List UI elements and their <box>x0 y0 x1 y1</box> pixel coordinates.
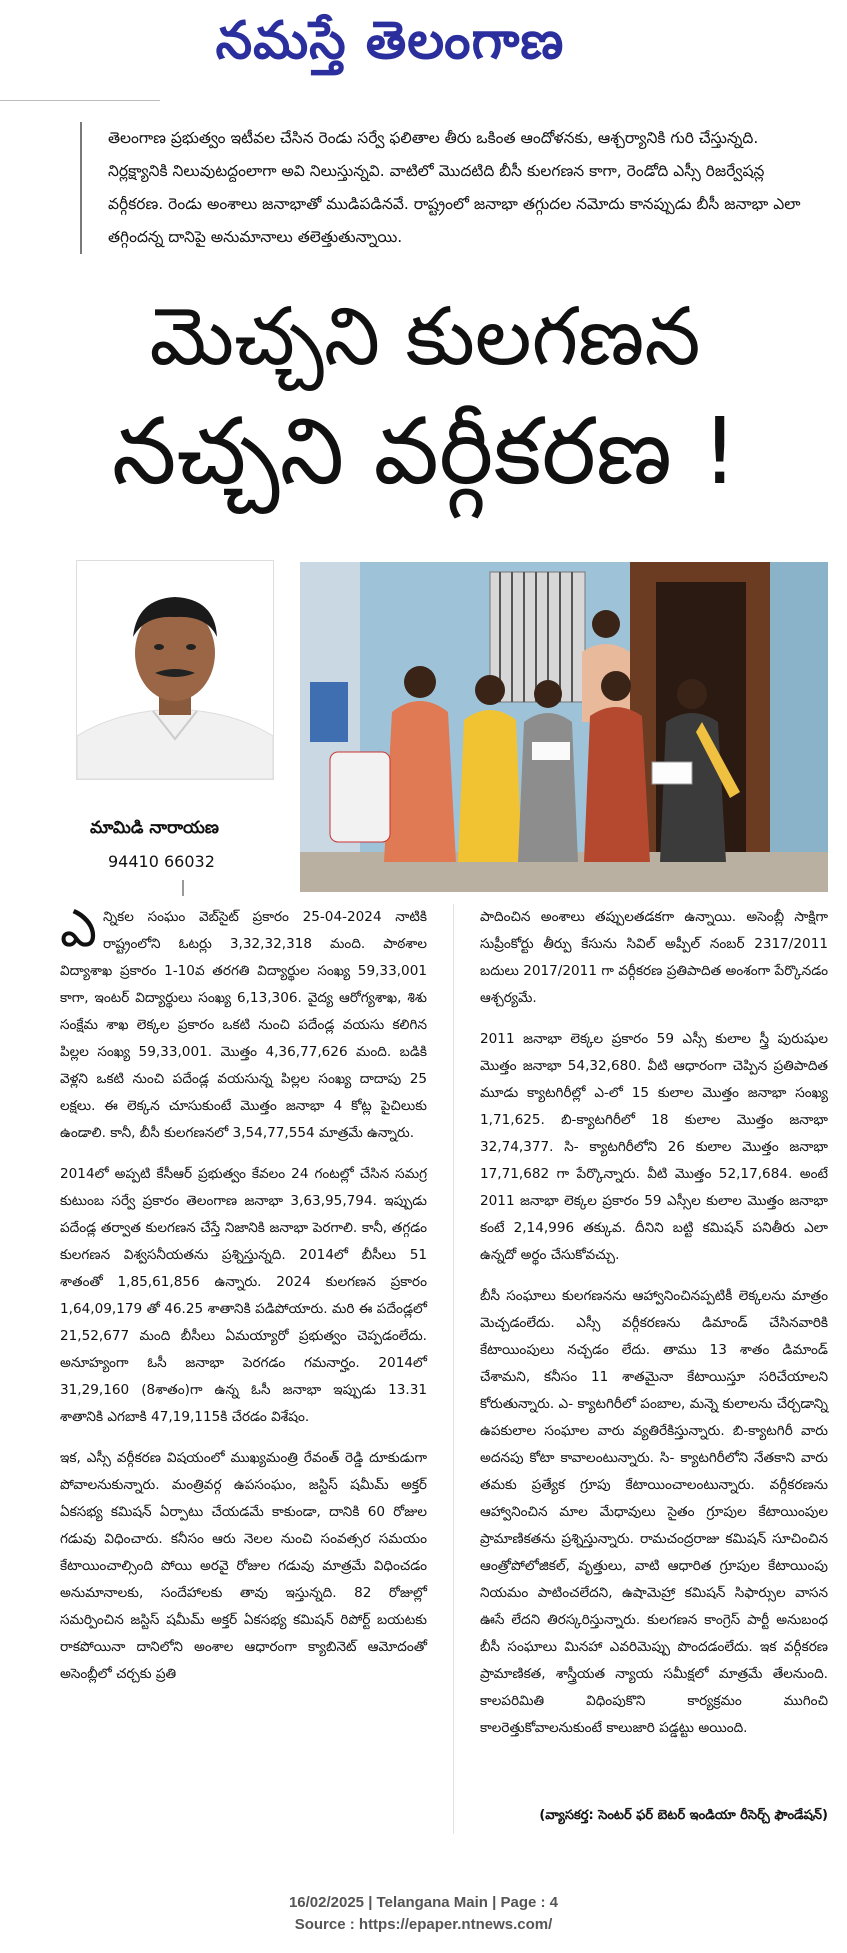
drop-cap: ఎ <box>60 899 97 959</box>
intro-paragraph: తెలంగాణ ప్రభుత్వం ఇటీవల చేసిన రెండు సర్వే ఫలితాల తీరు ఒకింత ఆందోళనకు, ఆశ్చర్యానికి గురి చేస్తున్నది. నిర్లక్ష్యానికి నిలువుటద్దంలాగా అవి నిలుస్తున్నవి. వాటిలో మొదటిది బీసీ కులగణన కాగా, రెండోది ఎస్సీ రిజర్వేషన్ల వర్గీకరణ. రెండు అంశాలు జనాభాతో ముడిపడినవే. రాష్ట్రంలో జనాభా తగ్గుదల నమోదు కానప్పుడు బీసీ జనాభా ఎలా తగ్గిందన్న దానిపై అనుమానాలు తలెత్తుతున్నాయి. <box>108 129 801 246</box>
page-footer <box>0 1892 847 1936</box>
headline-line-2: నచ్చని వర్గీకరణ ! <box>111 398 739 505</box>
author-photo <box>76 560 274 780</box>
article-column-right <box>480 904 828 1756</box>
footer-source-link[interactable]: Source : https://epaper.ntnews.com/ <box>294 1916 553 1933</box>
article-column-left <box>60 899 427 1702</box>
author-divider <box>182 880 184 896</box>
article-paragraph: 2011 జనాభా లెక్కల ప్రకారం 59 ఎస్సీ కులాల స్త్రీ పురుషుల మొత్తం జనాభా 54,32,680. వీటి ఆధారంగా చెప్పిన ప్రతిపాదిత మూడు క్యాటగిరీల్లో ఎ-లో 15 కులాల మొత్తం జనాభా సంఖ్య 1,71,625. బి-క్యాటగిరీలో 18 కులాల మొత్తం జనాభా 32,74,377. సి- క్యాటగిరీలోని 26 కులాల మొత్తం జనాభా 17,71,682 గా పేర్కొన్నారు. వీటి మొత్తం 52,17,684. అంటే 2011 జనాభా లెక్కల ప్రకారం 59 ఎస్సీల కులాల మొత్తం జనాభా కంటే 2,14,996 తక్కువ. దీనిని బట్టి కమిషన్ పనితీరు ఎలా ఉన్నదో అర్థం చేసుకోవచ్చు. <box>480 1031 828 1263</box>
survey-photo-image <box>300 562 828 892</box>
author-portrait-image <box>77 561 273 779</box>
survey-photo <box>300 562 828 892</box>
author-phone: 94410 66032 <box>108 852 215 871</box>
article-paragraph: 2014లో అప్పటి కేసీఆర్ ప్రభుత్వం కేవలం 24 గంటల్లో చేసిన సమగ్ర కుటుంబ సర్వే ప్రకారం తెలంగాణ జనాభా 3,63,95,794. ఇప్పుడు పదేండ్ల తర్వాత కులగణన చేస్తే నిజానికి జనాభా పెరగాలి. కానీ, తగ్గడం కులగణన విశ్వసనీయతను ప్రశ్నిస్తున్నది. 2014లో బీసీలు 51 శాతంతో 1,85,61,856 ఉన్నారు. 2024 కులగణన ప్రకారం 1,64,09,179 తో 46.25 శాతానికి పడిపోయారు. మరి ఈ పదేండ్లలో 21,52,677 మంది బీసీలు ఏమయ్యారో ప్రభుత్వం చెప్పడంలేదు. అనూహ్యంగా ఓసీ జనాభా పెరగడం గమనార్హం. 2014లో 31,29,160 (8శాతం)గా ఉన్న ఓసీ జనాభా ఇప్పుడు 13.31 శాతానికి ఎగబాకి 47,19,115కి చేరడం విశేషం. <box>60 1166 427 1425</box>
article-paragraph: పాదించిన అంశాలు తప్పులతడకగా ఉన్నాయి. అసెంబ్లీ సాక్షిగా సుప్రీంకోర్టు తీర్పు కేసును సివిల్ అప్పీల్ నంబర్ 2317/2011 బదులు 2017/2011 గా వర్గీకరణ ప్రతిపాదిత అంశంగా పేర్కొనడం ఆశ్చర్యమే. <box>480 909 828 1006</box>
headline-line-1: మెచ్చని కులగణన <box>149 290 701 383</box>
article-paragraph: బీసీ సంఘాలు కులగణనను ఆహ్వానించినప్పటికీ లెక్కలను మాత్రం మెచ్చడంలేదు. ఎస్సీ వర్గీకరణను డిమాండ్ చేసినవారికి కేటాయింపులు నచ్చడం లేదు. తాము 13 శాతం డిమాండ్ చేశామని, కనీసం 11 శాతమైనా కేటాయిస్తూ సరిచేయాలని కోరుతున్నారు. ఎ- క్యాటగిరీలో పంబాల, మన్నె కులాలను చేర్చడాన్ని ఉపకులాల సంఘాల వారు వ్యతిరేకిస్తున్నారు. బి-క్యాటగిరీ వారు అదనపు కోటా కావాలంటున్నారు. సి- క్యాటగిరీలోని నేతకాని వారు తమకు ప్రత్యేక గ్రూపు కేటాయించాలంటున్నారు. వర్గీకరణను ఆహ్వానించిన మాల మేధావులు సైతం గ్రూపుల కేటాయింపుల ప్రామాణికతను ప్రశ్నిస్తున్నారు. రామచంద్రరాజు కమిషన్ సూచించిన ఆంత్రోపోలోజికల్, వృత్తులు, వాటి ఆధారిత గ్రూపుల కేటాయింపు నియమం పాటించలేదని, ఉషామెహ్రా కమిషన్ సిఫార్సుల వాసన ఊసే లేదని తిరస్కరిస్తున్నారు. కులగణన కాంగ్రెస్ పార్టీ అనుబంధ బీసీ సంఘాలు మినహా ఎవరిమెప్పు పొందడంలేదు. ఇక వర్గీకరణ ప్రామాణికత, శాస్త్రీయత న్యాయ సమీక్షలో మాత్రమే తేలనుంది. కాలపరిమితి విధింపుకొని కార్యక్రమం ముగించి కాలరెత్తుకోవాలనుకుంటే కాలుజారి పడ్డట్టు అయింది. <box>480 1288 828 1736</box>
author-byline: (వ్యాసకర్త: సెంటర్ ఫర్ బెటర్ ఇండియా రీసెర్చ్ ఫౌండేషన్) <box>539 1808 828 1823</box>
intro-bar <box>80 122 82 254</box>
article-paragraph: ఇక, ఎస్సీ వర్గీకరణ విషయంలో ముఖ్యమంత్రి రేవంత్ రెడ్డి దూకుడుగా పోవాలనుకున్నారు. మంత్రివర్గ ఉపసంఘం, జస్టిస్ షమీమ్ అక్తర్ ఏకసభ్య కమిషన్ ఏర్పాటు చేయడమే కాకుండా, దానికి 60 రోజుల గడువు విధించారు. కనీసం ఆరు నెలల నుంచి సంవత్సర సమయం కేటాయించాల్సింది పోయి అరవై రోజుల గడువు మాత్రమే విధించడం అనుమానాలకు, సందేహాలకు తావు ఇస్తున్నది. 82 రోజుల్లో సమర్పించిన జస్టిస్ షమీమ్ అక్తర్ ఏకసభ్య కమిషన్ రిపోర్ట్ బయటకు రాకపోయినా దానిలోని అంశాల ఆధారంగా క్యాబినెట్ ఆమోదంతో అసెంబ్లీలో చర్చకు ప్రతి <box>60 1450 427 1682</box>
author-name: మామిడి నారాయణ <box>90 818 219 838</box>
footer-edition: 16/02/2025 | Telangana Main | Page : 4 <box>288 1894 559 1911</box>
article-paragraph <box>60 899 427 1147</box>
masthead-rule <box>0 100 160 101</box>
masthead-logo: నమస్తే తెలంగాణ <box>215 10 565 71</box>
paragraph-text: న్నికల సంఘం వెబ్‌సైట్ ప్రకారం 25-04-2024 నాటికి రాష్ట్రంలోని ఓటర్లు 3,32,32,318 మంది. పాఠశాల విద్యాశాఖ ప్రకారం 1-10వ తరగతి విద్యార్థుల సంఖ్య 59,33,001 కాగా, ఇంటర్ విద్యార్థులు సంఖ్య 6,13,306. వైద్య ఆరోగ్యశాఖ, శిశు సంక్షేమ శాఖ లెక్కల ప్రకారం ఒకటి నుంచి పదేండ్ల వయసు కలిగిన పిల్లల సంఖ్య 59,33,001. మొత్తం 4,36,77,626 మంది. బడికి వెళ్లని ఒకటి నుంచి పదేండ్ల వయసున్న పిల్లల సంఖ్య దాదాపు 25 లక్షలు. ఈ లెక్కన చూసుకుంటే మొత్తం జనాభా 4 కోట్ల పైచిలుకు ఉండాలి. కానీ, బీసీ కులగణనలో 3,54,77,554 మాత్రమే ఉన్నారు. <box>60 909 427 1141</box>
column-divider <box>453 904 454 1834</box>
headline <box>40 282 810 512</box>
